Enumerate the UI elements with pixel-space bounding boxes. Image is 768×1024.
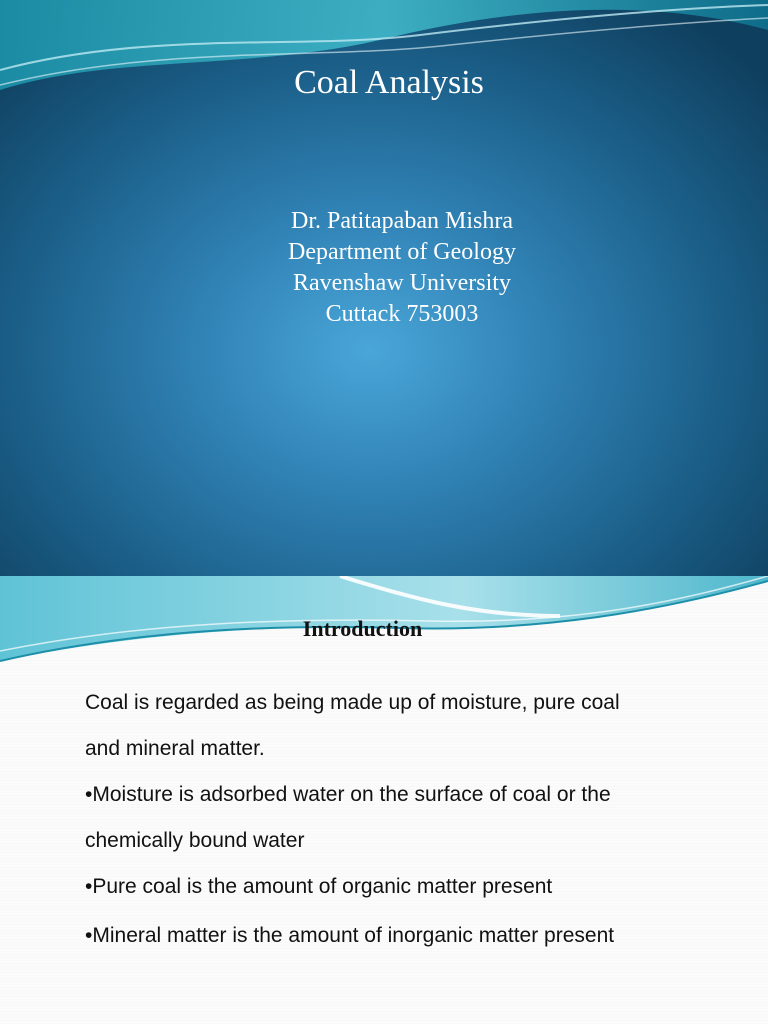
body-line: •Pure coal is the amount of organic matter present	[85, 875, 553, 898]
author-name: Dr. Patitapaban Mishra	[291, 208, 513, 234]
slide-title: Introduction	[302, 616, 423, 641]
body-line: Coal is regarded as being made up of moisture, pure coal	[85, 691, 620, 714]
author-block	[0, 206, 768, 330]
slide-title: Coal Analysis	[294, 64, 484, 101]
author-department: Department of Geology	[288, 239, 516, 265]
body-line: •Mineral matter is the amount of inorganic matter present	[85, 924, 615, 947]
author-city: Cuttack 753003	[325, 301, 479, 327]
introduction-slide	[0, 576, 768, 1024]
body-line: •Moisture is adsorbed water on the surface of coal or the	[85, 783, 611, 806]
body-line: and mineral matter.	[85, 737, 265, 760]
body-line: chemically bound water	[85, 829, 305, 852]
slide-body	[85, 680, 745, 959]
author-university: Ravenshaw University	[293, 270, 511, 296]
